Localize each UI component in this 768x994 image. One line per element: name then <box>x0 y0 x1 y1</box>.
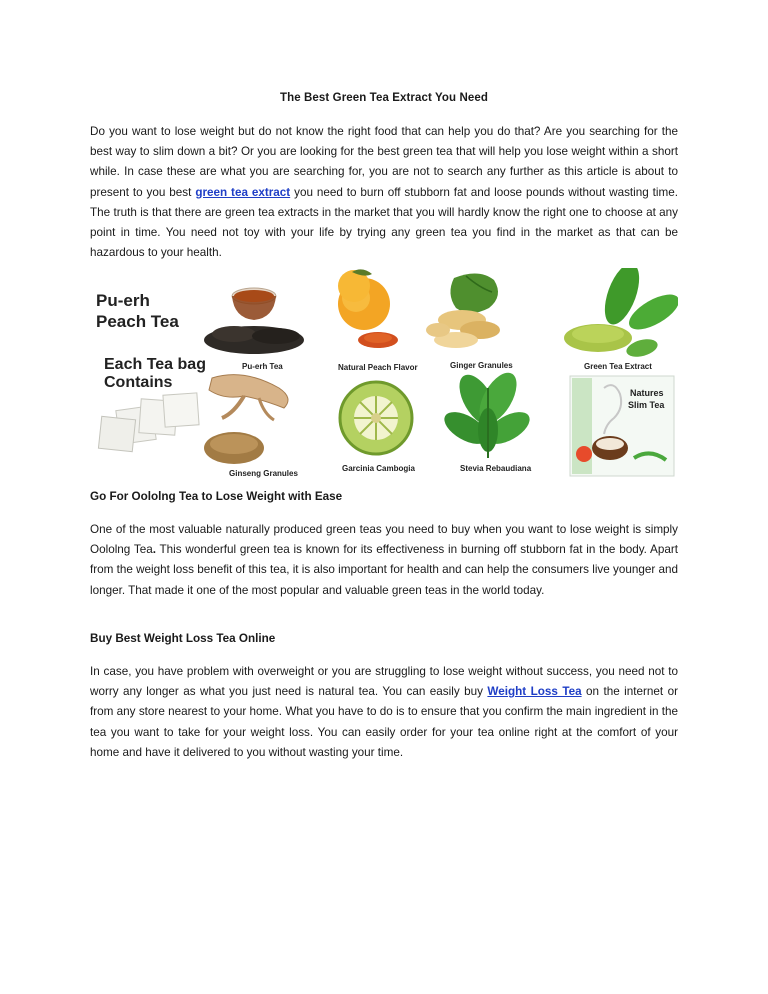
label-garcinia: Garcinia Cambogia <box>342 464 415 473</box>
section1-heading: Go For Oololng Tea to Lose Weight with Ease <box>90 490 343 503</box>
label-peach: Natural Peach Flavor <box>338 363 418 372</box>
garcinia-icon <box>340 382 412 454</box>
image-bag-line1: Each Tea bag <box>104 356 206 373</box>
section1-text-2: This wonderful green tea is known for its effectiveness in burning off stubborn fat in the body. Apart from the weight loss benefit of this tea, it is also important for health and can help the consumers live younger and longer. That made it one of the most popular and valuable green teas in the world today. <box>90 543 678 597</box>
label-stevia: Stevia Rebaudiana <box>460 464 532 473</box>
green-tea-extract-link[interactable]: green tea extract <box>195 185 291 199</box>
image-heading-line1: Pu-erh <box>96 291 150 310</box>
section1-period: . <box>152 543 156 557</box>
image-bag-line2: Contains <box>104 374 173 391</box>
tea-ingredients-image <box>94 268 678 480</box>
section1-text-1: One of the most valuable naturally produced green teas you need to buy when you want to lose weight is simply Oololng Tea <box>90 523 678 557</box>
section2-heading: Buy Best Weight Loss Tea Online <box>90 632 276 645</box>
section2-text-2: on the internet or from any store nearest to your home. What you have to do is to ensure that you confirm the main ingredient in the tea you want to take for your weight loss. You can easily order for your tea online right at the comfort of your home and have it delivered to you without wasting your time. <box>90 685 678 759</box>
section2-paragraph <box>90 662 678 763</box>
section1-paragraph <box>90 520 678 601</box>
intro-text-2: you need to burn off stubborn fat and loose pounds without wasting time. The truth is that there are green tea extracts in the market that you will hardly know the right one to choose at any point in time. You need not toy with your life by trying any green tea you find in the market as that can be hazardous to your health. <box>90 185 679 260</box>
intro-paragraph <box>90 122 678 263</box>
weight-loss-tea-link[interactable]: Weight Loss Tea <box>487 685 582 699</box>
label-ginger: Ginger Granules <box>450 361 513 370</box>
image-box-line2: Slim Tea <box>628 400 665 410</box>
document-title: The Best Green Tea Extract You Need <box>279 92 488 104</box>
intro-text-1: Do you want to lose weight but do not know the right food that can help you do that? Are you searching for the best way to slim down a bit? Or you are looking for the best green tea that will help you lose weight within a short while. In case these are what you are searching for, you are not to search any further as this article is about to present to you best <box>90 125 678 199</box>
label-puerh: Pu-erh Tea <box>242 362 283 371</box>
image-heading-line2: Peach Tea <box>96 312 179 331</box>
section2-text-1: In case, you have problem with overweight or you are struggling to lose weight without success, you need not to worry any longer as what you just need is natural tea. You can easily buy <box>90 665 678 699</box>
image-box-line1: Natures <box>630 388 664 398</box>
label-ginseng: Ginseng Granules <box>229 469 298 478</box>
label-green-tea-extract: Green Tea Extract <box>584 362 652 371</box>
